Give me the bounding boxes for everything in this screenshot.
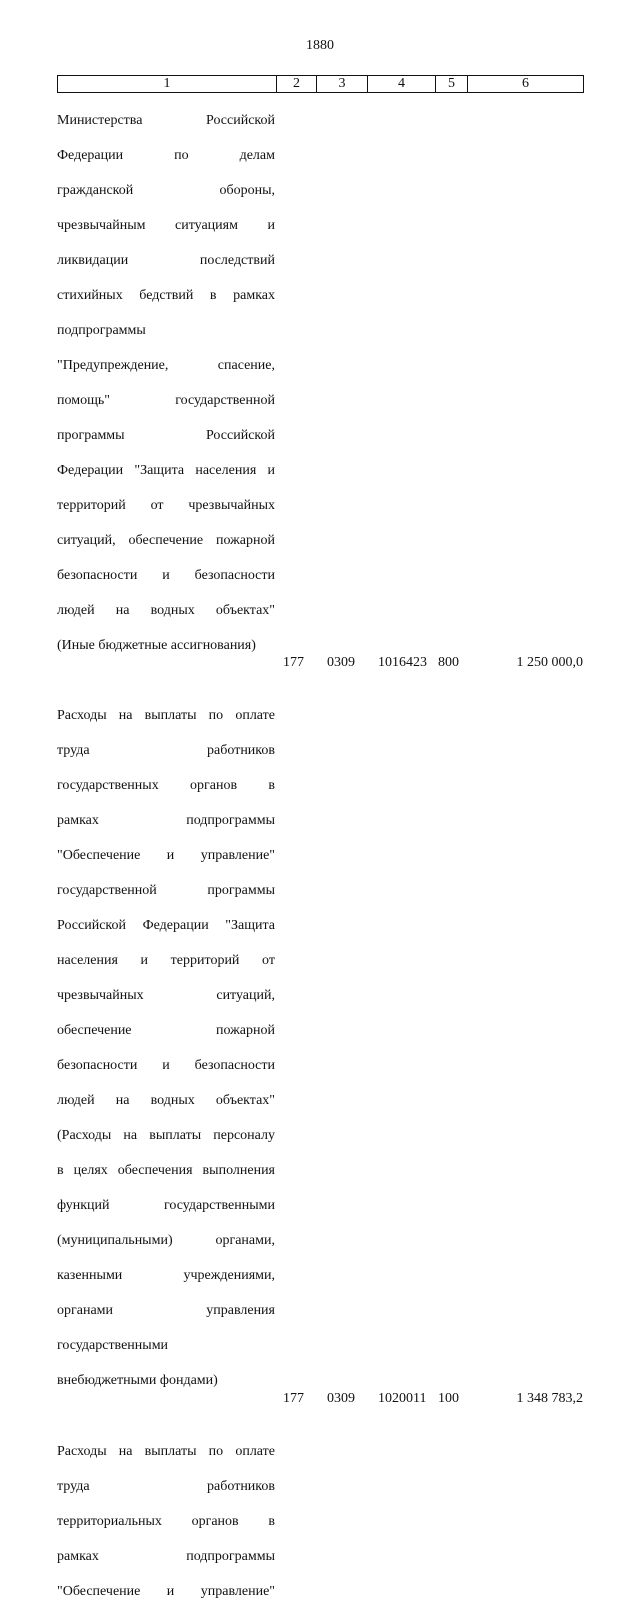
cell-section-code: 0309: [327, 1390, 355, 1406]
description-line: труда работников: [57, 1478, 275, 1494]
description-line: рамках подпрограммы: [57, 813, 275, 828]
description-line: труда работников: [57, 743, 275, 758]
description-line: стихийных бедствий в рамках: [57, 287, 275, 303]
description-line: программы Российской: [57, 427, 275, 443]
description-line: безопасности и безопасности: [57, 567, 275, 583]
table-body: [57, 94, 583, 1618]
description-line: рамках подпрограммы: [57, 1548, 275, 1564]
description-line: Расходы на выплаты по оплате: [57, 708, 275, 723]
description-line: функций государственными: [57, 1198, 275, 1213]
description-line: территорий от чрезвычайных: [57, 497, 275, 513]
column-header-table: [57, 75, 584, 93]
cell-amount: 1 348 783,2: [516, 1390, 583, 1406]
description-line: населения и территорий от: [57, 953, 275, 968]
description-line: Федерации "Защита населения и: [57, 462, 275, 478]
description-line: (муниципальными) органами,: [57, 1233, 275, 1248]
description-line: государственных органов в: [57, 778, 275, 793]
description-line: органами управления: [57, 1303, 275, 1318]
description-line: безопасности и безопасности: [57, 1058, 275, 1073]
description-line: внебюджетными фондами): [57, 1373, 218, 1388]
column-header-row: [58, 76, 584, 93]
description-line: ликвидации последствий: [57, 252, 275, 268]
description-line: Расходы на выплаты по оплате: [57, 1443, 275, 1459]
description-line: государственной программы: [57, 883, 275, 898]
description-line: Министерства Российской: [57, 112, 275, 128]
cell-section-code: 0309: [327, 655, 355, 670]
description-line: гражданской обороны,: [57, 182, 275, 198]
table-row: [57, 690, 583, 1408]
description-line: Федерации по делам: [57, 147, 275, 163]
column-header-5: 5: [436, 76, 468, 93]
cell-expense-type: 800: [438, 655, 459, 670]
cell-ministry-code: 177: [283, 1390, 304, 1406]
description-line: людей на водных объектах": [57, 1093, 275, 1108]
cell-target-article: 1016423: [378, 655, 427, 670]
cell-ministry-code: 177: [283, 655, 304, 670]
table-row: [57, 1425, 583, 1618]
description-line: чрезвычайных ситуаций,: [57, 988, 275, 1003]
column-header-3: 3: [317, 76, 368, 93]
description-line: казенными учреждениями,: [57, 1268, 275, 1283]
page-number: 1880: [306, 38, 334, 53]
table-row: [57, 94, 583, 672]
cell-amount: 1 250 000,0: [516, 655, 583, 670]
description-line: территориальных органов в: [57, 1513, 275, 1529]
description-line: помощь" государственной: [57, 392, 275, 408]
description-line: "Предупреждение, спасение,: [57, 357, 275, 373]
row-description: [57, 1425, 275, 1618]
description-line: (Расходы на выплаты персоналу: [57, 1128, 275, 1143]
row-description: [57, 94, 275, 672]
description-line: ситуаций, обеспечение пожарной: [57, 532, 275, 548]
description-line: "Обеспечение и управление": [57, 848, 275, 863]
cell-target-article: 1020011: [378, 1390, 427, 1406]
description-line: "Обеспечение и управление": [57, 1583, 275, 1599]
description-line: государственными: [57, 1338, 169, 1353]
column-header-2: 2: [277, 76, 317, 93]
description-line: подпрограммы: [57, 322, 146, 338]
column-header-4: 4: [368, 76, 436, 93]
row-description: [57, 690, 275, 1408]
description-line: обеспечение пожарной: [57, 1023, 275, 1038]
column-header-6: 6: [468, 76, 584, 93]
column-header-1: 1: [58, 76, 277, 93]
description-line: Российской Федерации "Защита: [57, 918, 275, 933]
description-line: чрезвычайным ситуациям и: [57, 217, 275, 233]
cell-expense-type: 100: [438, 1390, 459, 1406]
description-line: (Иные бюджетные ассигнования): [57, 637, 256, 653]
description-line: людей на водных объектах": [57, 602, 275, 618]
description-line: в целях обеспечения выполнения: [57, 1163, 275, 1178]
